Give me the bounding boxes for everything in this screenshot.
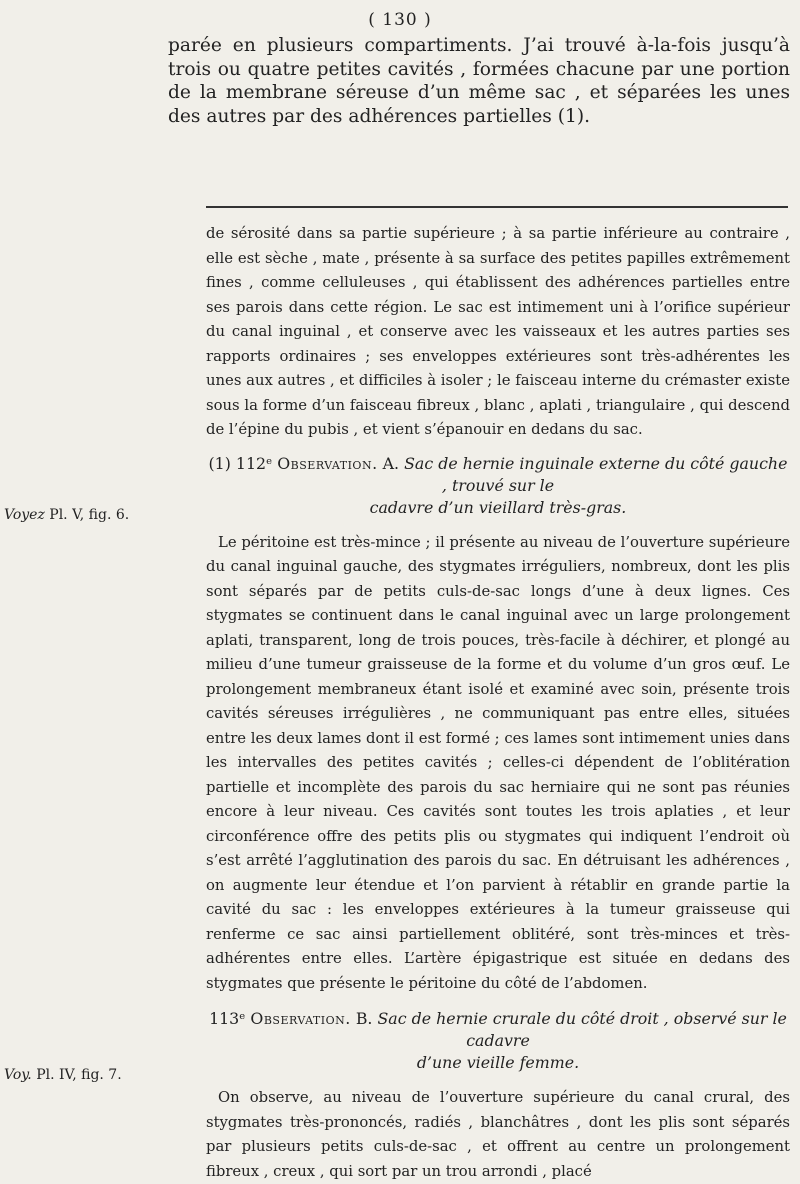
observation-112-letter: A. [382, 453, 400, 473]
margin-note-1-label: Voyez [4, 507, 45, 523]
footnote-paragraph-continued: de sérosité dans sa partie supérieure ; à sa partie inférieure au contraire , elle est sèche , mate , présente à sa surface des petites papilles extrêmement fines , comme celluleuses , qui établissent des adhérences partielles entre ses parois dans cette région. Le sac est intimement uni à l’orifice supérieur du canal inguinal , et conserve avec les vaisseaux et les autres parties ses rapports ordinaires ; ses enveloppes extérieures sont très-adhérentes les unes aux autres , et difficiles à isoler ; le faisceau interne du crémaster existe sous la forme d’un faisceau fibreux , blanc , aplati , triangulaire , qui descend de l’épine du pubis , et vient s’épanouir en dedans du sac. [206, 225, 790, 438]
observation-113-body: On observe, au niveau de l’ouverture supérieure du canal crural, des stygmates très-prononcés, radiés , blanchâtres , dont les plis sont séparés par plusieurs petits culs-de-sac , et offrent au centre un prolongement fibreux , creux , qui sort par un trou arrondi , placé [206, 1089, 790, 1180]
observation-112-title-line1: Sac de hernie inguinale externe du côté gauche , trouvé sur le [404, 453, 788, 495]
observation-113-heading [206, 1008, 790, 1074]
footnote-divider [206, 206, 788, 208]
observation-112-title-line2: cadavre d’un vieillard très-gras. [369, 497, 627, 517]
observation-112-body: Le péritoine est très-mince ; il présente au niveau de l’ouverture supérieure du canal inguinal gauche, des stygmates irréguliers, nombreux, dont les plis sont séparés par de petits culs-de-sac longs d’une à deux lignes. Ces stygmates se continuent dans le canal inguinal avec un large prolongement aplati, transparent, long de trois pouces, très-facile à déchirer, et plongé au milieu d’une tumeur graisseuse de la forme et du volume d’un gros œuf. Le prolongement membraneux étant isolé et examiné avec soin, présente trois cavités séreuses irrégulières , ne communiquant pas entre elles, situées entre les deux lames dont il est formé ; ces lames sont intimement unies dans les intervalles des petites cavités ; celles-ci dépendent de l’oblitération partielle et incomplète des parois du sac herniaire qui ne sont pas réunies encore à leur niveau. Ces cavités sont toutes les trois aplaties , et leur circonférence offre des petits plis ou stygmates qui indiquent l’endroit où s’est arrêté l’agglutination des parois du sac. En détruisant les adhérences , on augmente leur étendue et l’on parvient à rétablir en grande partie la cavité du sac : les enveloppes extérieures à la tumeur graisseuse qui renferme ce sac ainsi partiellement oblitéré, sont très-minces et très-adhérentes entre elles. L’artère épigastrique est située en dedans des stygmates que présente le péritoine du côté de l’abdomen. [206, 533, 790, 992]
observation-113-label: Observation. [250, 1009, 351, 1028]
observation-113-number: 113ᵉ [209, 1009, 246, 1028]
lead-paragraph: parée en plusieurs compartiments. J’ai trouvé à-la-fois jusqu’à trois ou quatre petites cavités , formées chacune par une portion de la membrane séreuse d’un même sac , et séparées les unes des autres par des adhérences partielles (1). [168, 35, 790, 127]
footnote-block [206, 222, 790, 1184]
margin-note-plate-v [4, 507, 129, 523]
observation-112-number: (1) 112ᵉ [208, 453, 273, 473]
margin-note-2-ref: Pl. IV, fig. 7. [36, 1067, 122, 1083]
margin-note-plate-iv [4, 1067, 122, 1083]
observation-113-title-line2: d’une vieille femme. [416, 1053, 580, 1072]
margin-note-1-ref: Pl. V, fig. 6. [49, 507, 130, 523]
observation-113-letter: B. [355, 1009, 373, 1028]
page-number: ( 130 ) [368, 10, 432, 30]
observation-113-title-line1: Sac de hernie crurale du côté droit , observé sur le cadavre [377, 1009, 787, 1050]
observation-112-label: Observation. [277, 453, 378, 473]
margin-note-2-label: Voy. [4, 1067, 32, 1083]
observation-112-heading [206, 453, 790, 519]
